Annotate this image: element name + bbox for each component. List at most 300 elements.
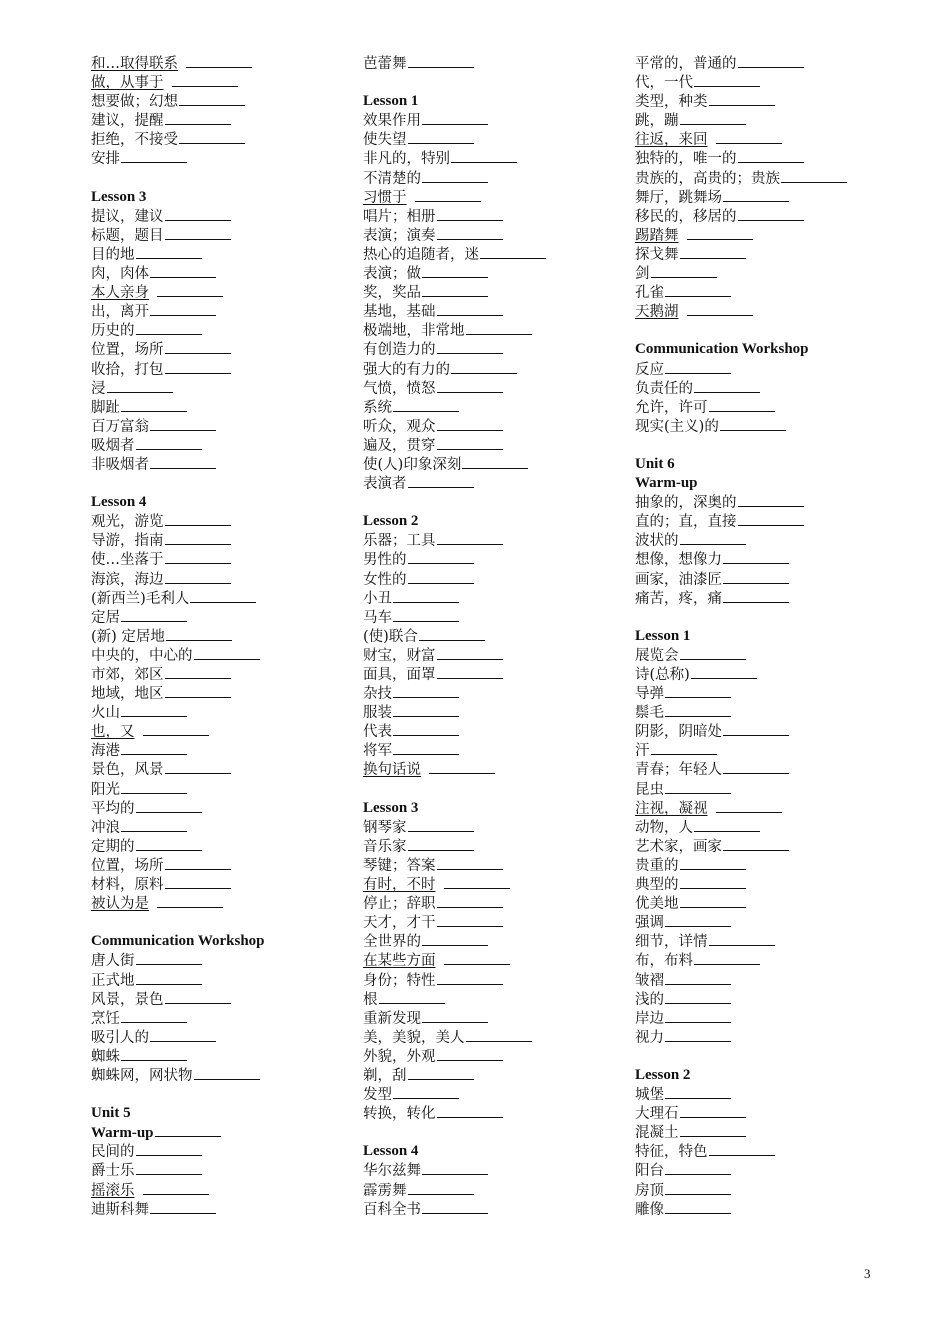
answer-blank[interactable]	[150, 1028, 216, 1042]
vocab-item	[91, 283, 353, 302]
answer-blank[interactable]	[738, 54, 804, 68]
answer-blank[interactable]	[150, 417, 216, 431]
vocab-term: 痛苦，疼，痛	[635, 590, 722, 607]
answer-blank[interactable]	[143, 722, 209, 736]
vocab-term: (新) 定居地	[91, 628, 165, 645]
vocab-item	[635, 684, 885, 703]
vocab-term: (使)联合	[363, 628, 418, 645]
answer-blank[interactable]	[665, 684, 731, 698]
answer-blank[interactable]	[165, 512, 231, 526]
vocab-term: 动物，人	[635, 819, 693, 836]
vocab-term: 奖，奖品	[363, 285, 421, 302]
vocab-item	[91, 589, 353, 608]
answer-blank[interactable]	[665, 360, 731, 374]
vocab-item	[635, 837, 885, 856]
answer-blank[interactable]	[716, 799, 782, 813]
vocab-item	[91, 1047, 353, 1066]
answer-blank[interactable]	[723, 188, 789, 202]
spacer	[635, 436, 885, 455]
answer-blank[interactable]	[723, 837, 789, 851]
answer-blank[interactable]	[723, 550, 789, 564]
section-heading	[635, 627, 885, 646]
answer-blank[interactable]	[437, 971, 503, 985]
vocab-item	[363, 207, 625, 226]
answer-blank[interactable]	[150, 264, 216, 278]
vocab-term: 非吸烟者	[91, 456, 149, 473]
answer-blank[interactable]	[165, 875, 231, 889]
answer-blank[interactable]	[437, 226, 503, 240]
answer-blank[interactable]	[466, 321, 532, 335]
answer-blank[interactable]	[393, 398, 459, 412]
answer-blank[interactable]	[190, 589, 256, 603]
vocab-item	[635, 951, 885, 970]
spacer	[91, 1085, 353, 1104]
answer-blank[interactable]	[680, 1123, 746, 1137]
vocab-term: 往返，来回	[635, 132, 708, 149]
answer-blank[interactable]	[422, 169, 488, 183]
vocab-term: 天鹅湖	[635, 304, 679, 321]
vocab-item	[363, 722, 625, 741]
answer-blank[interactable]	[422, 1161, 488, 1175]
vocab-term: 有时，不时	[363, 877, 436, 894]
answer-blank[interactable]	[165, 360, 231, 374]
answer-blank[interactable]	[408, 1181, 474, 1195]
answer-blank[interactable]	[155, 1123, 221, 1137]
answer-blank[interactable]	[665, 990, 731, 1004]
answer-blank[interactable]	[437, 340, 503, 354]
answer-blank[interactable]	[166, 627, 232, 641]
vocab-term: (新西兰)毛利人	[91, 590, 190, 607]
answer-blank[interactable]	[444, 875, 510, 889]
spacer	[635, 1047, 885, 1066]
answer-blank[interactable]	[136, 951, 202, 965]
vocab-item	[91, 360, 353, 379]
answer-blank[interactable]	[165, 340, 231, 354]
heading-text: Communication Workshop	[91, 933, 265, 950]
vocab-item	[635, 570, 885, 589]
answer-blank[interactable]	[186, 54, 252, 68]
answer-blank[interactable]	[437, 379, 503, 393]
vocab-term: 出，离开	[91, 304, 149, 321]
answer-blank[interactable]	[738, 207, 804, 221]
answer-blank[interactable]	[172, 73, 238, 87]
vocab-term: 服装	[363, 705, 392, 722]
vocab-item	[363, 1028, 625, 1047]
answer-blank[interactable]	[723, 570, 789, 584]
vocab-item	[635, 1200, 885, 1219]
vocab-item	[635, 207, 885, 226]
answer-blank[interactable]	[723, 760, 789, 774]
section-heading	[635, 340, 885, 359]
answer-blank[interactable]	[165, 760, 231, 774]
spacer	[635, 608, 885, 627]
answer-blank[interactable]	[121, 608, 187, 622]
spacer	[91, 913, 353, 932]
answer-blank[interactable]	[165, 111, 231, 125]
answer-blank[interactable]	[121, 149, 187, 163]
vocab-term: 历史的	[91, 323, 135, 340]
answer-blank[interactable]	[157, 283, 223, 297]
answer-blank[interactable]	[194, 646, 260, 660]
vocab-item	[91, 856, 353, 875]
vocab-term: 想要做；幻想	[91, 94, 178, 111]
answer-blank[interactable]	[121, 398, 187, 412]
vocab-item	[363, 531, 625, 550]
vocab-term: 画家，油漆匠	[635, 571, 722, 588]
answer-blank[interactable]	[165, 207, 231, 221]
answer-blank[interactable]	[194, 1066, 260, 1080]
vocab-item	[363, 1200, 625, 1219]
vocab-term: 剃，刮	[363, 1067, 407, 1084]
vocab-term: 强调	[635, 915, 664, 932]
vocab-term: 鬃毛	[635, 705, 664, 722]
answer-blank[interactable]	[451, 149, 517, 163]
answer-blank[interactable]	[694, 818, 760, 832]
answer-blank[interactable]	[437, 302, 503, 316]
answer-blank[interactable]	[408, 130, 474, 144]
answer-blank[interactable]	[437, 417, 503, 431]
vocab-item	[635, 665, 885, 684]
answer-blank[interactable]	[451, 360, 517, 374]
vocab-item	[363, 627, 625, 646]
answer-blank[interactable]	[415, 188, 481, 202]
heading-text: Unit 5	[91, 1105, 131, 1122]
answer-blank[interactable]	[408, 474, 474, 488]
answer-blank[interactable]	[437, 436, 503, 450]
vocab-item	[91, 1142, 353, 1161]
vocab-term: 大理石	[635, 1106, 679, 1123]
section-heading	[91, 1123, 353, 1142]
answer-blank[interactable]	[665, 703, 731, 717]
vocab-item	[363, 302, 625, 321]
answer-blank[interactable]	[408, 550, 474, 564]
vocab-term: 效果作用	[363, 113, 421, 130]
answer-blank[interactable]	[665, 971, 731, 985]
answer-blank[interactable]	[709, 1142, 775, 1156]
vocab-item	[91, 875, 353, 894]
answer-blank[interactable]	[694, 951, 760, 965]
answer-blank[interactable]	[165, 570, 231, 584]
answer-blank[interactable]	[393, 608, 459, 622]
answer-blank[interactable]	[437, 856, 503, 870]
answer-blank[interactable]	[408, 570, 474, 584]
answer-blank[interactable]	[680, 1104, 746, 1118]
answer-blank[interactable]	[466, 1028, 532, 1042]
vocab-item	[635, 818, 885, 837]
answer-blank[interactable]	[136, 1142, 202, 1156]
answer-blank[interactable]	[422, 111, 488, 125]
vocab-item	[363, 684, 625, 703]
answer-blank[interactable]	[165, 665, 231, 679]
vocab-term: 女性的	[363, 571, 407, 588]
answer-blank[interactable]	[136, 321, 202, 335]
answer-blank[interactable]	[393, 703, 459, 717]
answer-blank[interactable]	[437, 1047, 503, 1061]
vocab-item	[91, 684, 353, 703]
answer-blank[interactable]	[393, 1085, 459, 1099]
answer-blank[interactable]	[419, 627, 485, 641]
vocab-term: 面具，面罩	[363, 667, 436, 683]
vocab-term: 根	[363, 991, 378, 1008]
vocab-item	[363, 360, 625, 379]
vocab-item	[635, 646, 885, 665]
vocab-item	[363, 149, 625, 168]
answer-blank[interactable]	[165, 226, 231, 240]
answer-blank[interactable]	[691, 665, 757, 679]
vocab-item	[635, 550, 885, 569]
vocab-item	[363, 340, 625, 359]
answer-blank[interactable]	[680, 245, 746, 259]
answer-blank[interactable]	[165, 856, 231, 870]
answer-blank[interactable]	[437, 1104, 503, 1118]
spacer	[363, 73, 625, 92]
vocab-item	[91, 722, 353, 741]
answer-blank[interactable]	[723, 722, 789, 736]
answer-blank[interactable]	[150, 455, 216, 469]
heading-text: Lesson 2	[363, 513, 419, 530]
vocab-term: 极端地，非常地	[363, 323, 465, 340]
vocab-item	[363, 1104, 625, 1123]
answer-blank[interactable]	[781, 169, 847, 183]
answer-blank[interactable]	[462, 455, 528, 469]
vocab-item	[91, 760, 353, 779]
answer-blank[interactable]	[437, 646, 503, 660]
vocab-item	[91, 340, 353, 359]
answer-blank[interactable]	[408, 1066, 474, 1080]
answer-blank[interactable]	[709, 932, 775, 946]
vocab-term: 收拾，打包	[91, 361, 164, 378]
vocab-term: 系统	[363, 399, 392, 416]
answer-blank[interactable]	[136, 245, 202, 259]
vocab-term: 抽象的，深奥的	[635, 495, 737, 512]
answer-blank[interactable]	[121, 703, 187, 717]
answer-blank[interactable]	[136, 837, 202, 851]
answer-blank[interactable]	[379, 990, 445, 1004]
answer-blank[interactable]	[709, 92, 775, 106]
vocab-term: 不清楚的	[363, 170, 421, 187]
answer-blank[interactable]	[665, 1161, 731, 1175]
vocab-term: 气愤，愤怒	[363, 380, 436, 397]
answer-blank[interactable]	[694, 379, 760, 393]
vocab-term: 乐器；工具	[363, 533, 436, 550]
vocab-item	[635, 360, 885, 379]
answer-blank[interactable]	[393, 722, 459, 736]
answer-blank[interactable]	[651, 264, 717, 278]
answer-blank[interactable]	[136, 799, 202, 813]
vocab-item	[363, 188, 625, 207]
answer-blank[interactable]	[738, 512, 804, 526]
vocab-item	[91, 302, 353, 321]
vocab-term: 地域，地区	[91, 686, 164, 703]
answer-blank[interactable]	[165, 531, 231, 545]
vocab-item	[91, 799, 353, 818]
vocab-term: 诗(总称)	[635, 667, 690, 683]
vocab-item	[635, 799, 885, 818]
vocab-term: 身份；特性	[363, 972, 436, 989]
vocab-item	[635, 894, 885, 913]
vocab-item	[363, 990, 625, 1009]
vocab-term: 音乐家	[363, 838, 407, 855]
answer-blank[interactable]	[393, 589, 459, 603]
answer-blank[interactable]	[720, 417, 786, 431]
vocab-item	[635, 417, 885, 436]
vocab-term: 目的地	[91, 246, 135, 263]
answer-blank[interactable]	[680, 894, 746, 908]
vocab-term: 特征，特色	[635, 1144, 708, 1161]
answer-blank[interactable]	[422, 1009, 488, 1023]
vocab-term: 混凝土	[635, 1125, 679, 1142]
vocab-term: 皱褶	[635, 972, 664, 989]
vocab-term: 代表	[363, 724, 392, 741]
vocab-term: 和…取得联系	[91, 56, 178, 72]
answer-blank[interactable]	[408, 54, 474, 68]
answer-blank[interactable]	[680, 646, 746, 660]
answer-blank[interactable]	[665, 1009, 731, 1023]
answer-blank[interactable]	[680, 531, 746, 545]
vocab-term: 剑	[635, 266, 650, 283]
answer-blank[interactable]	[393, 741, 459, 755]
answer-blank[interactable]	[444, 951, 510, 965]
answer-blank[interactable]	[143, 1181, 209, 1195]
answer-blank[interactable]	[107, 379, 173, 393]
vocab-term: 使失望	[363, 132, 407, 149]
vocab-term: 正式地	[91, 972, 135, 989]
vocab-item	[635, 512, 885, 531]
vocab-item	[363, 894, 625, 913]
vocab-item	[635, 73, 885, 92]
answer-blank[interactable]	[422, 264, 488, 278]
vocab-item	[635, 1161, 885, 1180]
heading-text: Lesson 3	[91, 188, 147, 205]
answer-blank[interactable]	[665, 1085, 731, 1099]
answer-blank[interactable]	[150, 1200, 216, 1214]
section-heading	[363, 512, 625, 531]
vocab-item	[91, 990, 353, 1009]
heading-text: Lesson 4	[91, 494, 147, 511]
vocab-term: 典型的	[635, 877, 679, 894]
answer-blank[interactable]	[408, 818, 474, 832]
answer-blank[interactable]	[687, 302, 753, 316]
answer-blank[interactable]	[437, 894, 503, 908]
vocab-term: 平常的，普通的	[635, 56, 737, 72]
answer-blank[interactable]	[136, 436, 202, 450]
vocab-item	[363, 875, 625, 894]
page-number: 3	[864, 1266, 871, 1281]
vocab-item	[635, 1028, 885, 1047]
answer-blank[interactable]	[408, 837, 474, 851]
vocab-item	[363, 856, 625, 875]
vocab-term: 使(人)印象深刻	[363, 456, 462, 473]
answer-blank[interactable]	[680, 856, 746, 870]
answer-blank[interactable]	[121, 818, 187, 832]
answer-blank[interactable]	[422, 1200, 488, 1214]
answer-blank[interactable]	[165, 550, 231, 564]
answer-blank[interactable]	[480, 245, 546, 259]
answer-blank[interactable]	[121, 741, 187, 755]
answer-blank[interactable]	[150, 302, 216, 316]
answer-blank[interactable]	[179, 92, 245, 106]
answer-blank[interactable]	[665, 1181, 731, 1195]
answer-blank[interactable]	[429, 760, 495, 774]
answer-blank[interactable]	[422, 283, 488, 297]
answer-blank[interactable]	[165, 990, 231, 1004]
vocab-item	[363, 436, 625, 455]
answer-blank[interactable]	[179, 130, 245, 144]
vocab-item	[91, 207, 353, 226]
heading-text: Lesson 1	[635, 627, 691, 644]
vocab-item	[363, 245, 625, 264]
answer-blank[interactable]	[157, 894, 223, 908]
answer-blank[interactable]	[437, 913, 503, 927]
section-heading	[635, 1066, 885, 1085]
vocab-item	[635, 226, 885, 245]
vocab-item	[91, 837, 353, 856]
vocab-term: 芭蕾舞	[363, 56, 407, 72]
vocab-item	[635, 1085, 885, 1104]
answer-blank[interactable]	[694, 73, 760, 87]
vocab-term: 拒绝，不接受	[91, 132, 178, 149]
answer-blank[interactable]	[738, 493, 804, 507]
vocab-term: 迪斯科舞	[91, 1201, 149, 1218]
vocab-item	[635, 1142, 885, 1161]
answer-blank[interactable]	[136, 971, 202, 985]
vocab-item	[91, 1181, 353, 1200]
vocab-term: 移民的，移居的	[635, 208, 737, 225]
answer-blank[interactable]	[665, 913, 731, 927]
vocab-item	[91, 741, 353, 760]
vocab-item	[363, 837, 625, 856]
vocab-term: 城堡	[635, 1087, 664, 1104]
vocab-item	[91, 264, 353, 283]
answer-blank[interactable]	[437, 207, 503, 221]
answer-blank[interactable]	[680, 875, 746, 889]
answer-blank[interactable]	[687, 226, 753, 240]
vocab-term: 爵士乐	[91, 1163, 135, 1180]
vocab-term: 脚趾	[91, 399, 120, 416]
vocab-item	[635, 722, 885, 741]
answer-blank[interactable]	[665, 1028, 731, 1042]
answer-blank[interactable]	[136, 1161, 202, 1175]
answer-blank[interactable]	[437, 531, 503, 545]
answer-blank[interactable]	[437, 665, 503, 679]
answer-blank[interactable]	[165, 684, 231, 698]
answer-blank[interactable]	[121, 1047, 187, 1061]
spacer	[91, 474, 353, 493]
answer-blank[interactable]	[393, 684, 459, 698]
vocab-term: 表演；演奏	[363, 227, 436, 244]
vocab-term: 外貌，外观	[363, 1048, 436, 1065]
answer-blank[interactable]	[709, 398, 775, 412]
answer-blank[interactable]	[723, 589, 789, 603]
answer-blank[interactable]	[665, 1200, 731, 1214]
vocab-term: 表演；做	[363, 266, 421, 283]
vocab-item	[635, 760, 885, 779]
vocab-term: 踢踏舞	[635, 227, 679, 244]
answer-blank[interactable]	[422, 932, 488, 946]
answer-blank[interactable]	[665, 283, 731, 297]
answer-blank[interactable]	[680, 111, 746, 125]
heading-text: Lesson 2	[635, 1066, 691, 1083]
vocab-item	[635, 92, 885, 111]
answer-blank[interactable]	[121, 780, 187, 794]
answer-blank[interactable]	[716, 130, 782, 144]
vocab-term: 想像，想像力	[635, 552, 722, 569]
vocab-term: 热心的追随者，迷	[363, 246, 479, 263]
answer-blank[interactable]	[665, 780, 731, 794]
answer-blank[interactable]	[651, 741, 717, 755]
answer-blank[interactable]	[738, 149, 804, 163]
answer-blank[interactable]	[121, 1009, 187, 1023]
